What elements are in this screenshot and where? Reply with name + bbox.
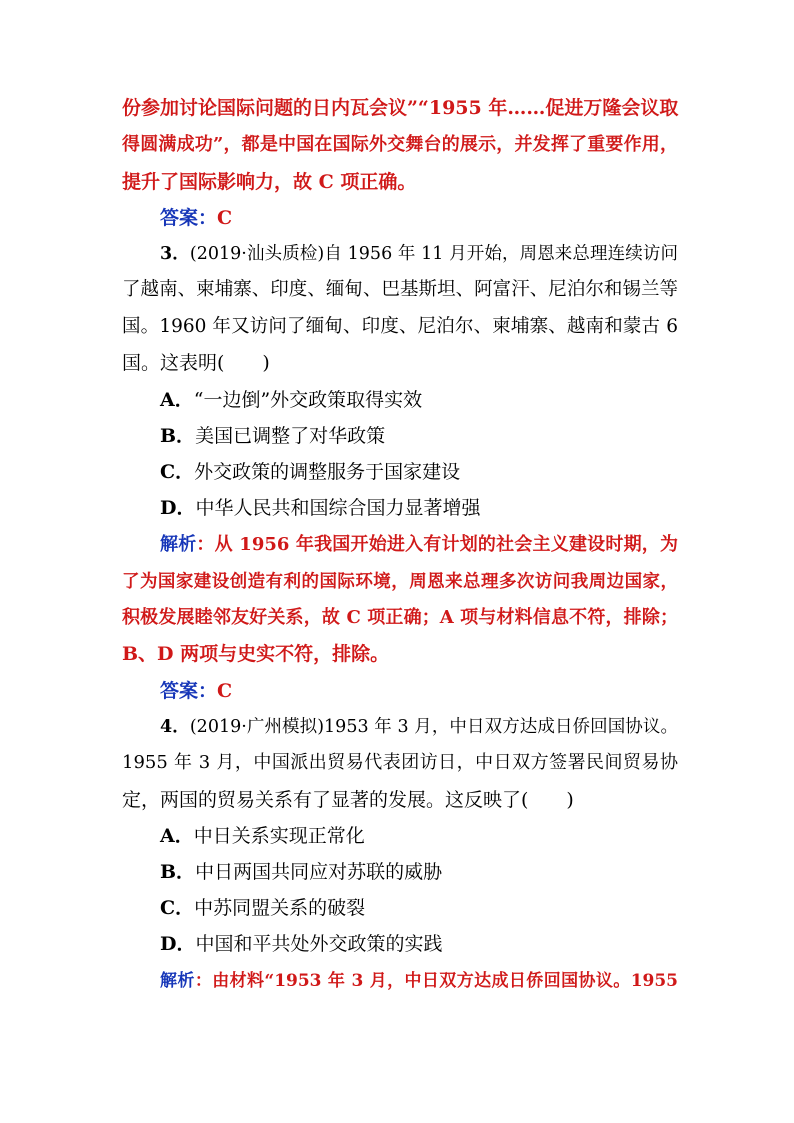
q4-option-b-letter: B． (160, 861, 196, 883)
q3-analysis-line-1 (160, 532, 678, 558)
q4-analysis-label: 解析 (160, 971, 195, 991)
q3-option-b (160, 423, 678, 449)
q4-number: 4． (160, 717, 190, 737)
q3-answer-label: 答案： (160, 680, 218, 702)
q3-option-d (160, 495, 678, 521)
q3-option-d-letter: D． (160, 497, 196, 519)
q3-option-a (160, 387, 678, 413)
prev-answer-value: C (217, 207, 233, 229)
q4-option-c (160, 895, 678, 921)
q4-option-d (160, 931, 678, 957)
prev-analysis-line-1: 份参加讨论国际问题的日内瓦会议”“1955 年……促进万隆会议取 (122, 97, 679, 119)
q3-analysis-line-2: 了为国家建设创造有利的国际环境，周恩来总理多次访问我周边国家， (122, 572, 678, 592)
q3-analysis-text-1: ：从 1956 年我国开始进入有计划的社会主义建设时期，为 (196, 534, 678, 555)
q4-option-b (160, 859, 678, 885)
q3-option-d-text: 中华人民共和国综合国力显著增强 (195, 497, 481, 519)
prev-answer (160, 205, 678, 231)
q3-option-c (160, 459, 678, 485)
q4-analysis-line-1 (160, 968, 678, 994)
q3-option-c-letter: C． (160, 461, 195, 483)
q4-stem-line-3: 定，两国的贸易关系有了显著的发展。这反映了( ) (122, 789, 574, 811)
q4-option-d-text: 中国和平共处外交政策的实践 (195, 933, 443, 955)
q4-option-a-text: 中日关系实现正常化 (193, 825, 365, 847)
q4-option-d-letter: D． (160, 933, 196, 955)
q3-stem-text-1: (2019·汕头质检)自 1956 年 11 月开始，周恩来总理连续访问 (189, 244, 678, 264)
q3-analysis-line-4: B、D 两项与史实不符，排除。 (122, 643, 390, 665)
q3-option-b-letter: B． (160, 425, 196, 447)
q3-analysis-label: 解析 (160, 534, 197, 555)
q3-stem-line-1 (160, 241, 678, 267)
q3-stem-line-2: 了越南、柬埔寨、印度、缅甸、巴基斯坦、阿富汗、尼泊尔和锡兰等 (122, 279, 678, 300)
q3-answer (160, 678, 678, 704)
prev-analysis-line-3: 提升了国际影响力，故 C 项正确。 (122, 171, 417, 193)
q4-stem-line-1 (160, 714, 678, 740)
q4-analysis-text-1: ：由材料“1953 年 3 月，中日双方达成日侨回国协议。1955 (194, 971, 679, 991)
q3-option-a-text: “一边倒”外交政策取得实效 (193, 389, 423, 411)
prev-answer-label: 答案： (160, 207, 218, 229)
q3-option-a-letter: A． (160, 389, 194, 411)
q4-stem-text-1: (2019·广州模拟)1953 年 3 月，中日双方达成日侨回国协议。 (189, 717, 678, 737)
q3-stem-line-4: 国。这表明( ) (122, 352, 270, 374)
q4-option-a (160, 823, 678, 849)
q4-stem-line-2: 1955 年 3 月，中国派出贸易代表团访日，中日双方签署民间贸易协 (122, 752, 678, 773)
q3-stem-line-3: 国。1960 年又访问了缅甸、印度、尼泊尔、柬埔寨、越南和蒙古 6 (122, 316, 678, 337)
q4-option-b-text: 中日两国共同应对苏联的威胁 (195, 861, 443, 883)
q4-option-a-letter: A． (160, 825, 194, 847)
q3-option-c-text: 外交政策的调整服务于国家建设 (194, 461, 461, 483)
q3-number: 3． (160, 244, 190, 264)
q4-option-c-text: 中苏同盟关系的破裂 (194, 897, 366, 919)
prev-analysis-line-2: 得圆满成功”，都是中国在国际外交舞台的展示，并发挥了重要作用， (122, 134, 678, 155)
q4-option-c-letter: C． (160, 897, 195, 919)
q3-analysis-line-3: 积极发展睦邻友好关系，故 C 项正确；A 项与材料信息不符，排除； (122, 607, 678, 628)
q3-answer-value: C (217, 680, 233, 702)
q3-option-b-text: 美国已调整了对华政策 (195, 425, 386, 447)
